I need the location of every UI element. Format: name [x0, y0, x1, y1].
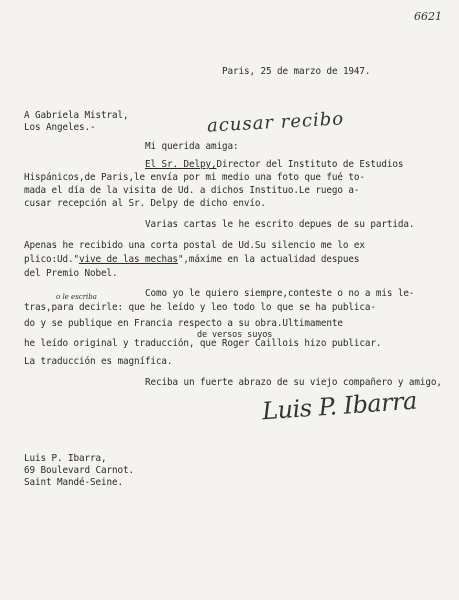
paragraph1-line3: mada el día de la visita de Ud. a dichos Instituo.Le ruego a-	[24, 185, 360, 196]
sender-name: Luis P. Ibarra,	[24, 453, 107, 464]
mechas-underlined: vive de las mechas	[78, 254, 178, 265]
delpy-underlined: El Sr. Delpy,	[145, 159, 217, 170]
handwritten-note: acusar recibo	[206, 108, 345, 137]
paragraph3-line3: del Premio Nobel.	[24, 268, 118, 279]
sender-city: Saint Mandé-Seine.	[24, 477, 123, 488]
sender-street: 69 Boulevard Carnot.	[24, 465, 134, 476]
archive-number: 6621	[414, 10, 442, 23]
paragraph1-line1	[145, 159, 403, 171]
paragraph4-line1: Como yo le quiero siempre,conteste o no a mis le-	[145, 288, 415, 299]
greeting: Mi querida amiga:	[145, 141, 239, 152]
recipient-name: A Gabriela Mistral,	[24, 110, 129, 121]
recipient-city: Los Angeles.-	[24, 122, 96, 133]
handwritten-insert: o le escriba	[56, 293, 97, 301]
paragraph1-line4: cusar recepción al Sr. Delpy de dicho envío.	[24, 198, 266, 209]
date-line: Paris, 25 de marzo de 1947.	[222, 66, 371, 77]
signature: Luis P. Ibarra	[261, 386, 418, 426]
paragraph3-line1: Apenas he recibido una corta postal de Ud.Su silencio me lo ex	[24, 240, 365, 251]
paragraph3-line2	[24, 254, 359, 266]
closing: Reciba un fuerte abrazo de su viejo compañero y amigo,	[145, 377, 442, 388]
p3-prefix: plico:Ud."	[24, 254, 79, 265]
paragraph4-insert: de versos suyos	[197, 330, 273, 340]
paragraph1-line2: Hispánicos,de Paris,le envía por mi medio una foto que fué to-	[24, 172, 365, 183]
paragraph4-line5: La traducción es magnífica.	[24, 356, 173, 367]
paragraph2: Varias cartas le he escrito depues de su partida.	[145, 219, 415, 230]
paragraph4-line3: do y se publique en Francia respecto a su obra.Ultimamente	[24, 318, 343, 329]
p3-suffix: ",máxime en la actualidad despues	[177, 254, 360, 265]
paragraph4-line2: tras,para decirle: que he leído y leo todo lo que se ha publica-	[24, 302, 376, 313]
paragraph4-line4: he leído original y traducción, que Roger Caillois hizo publicar.	[24, 338, 382, 349]
paragraph1-line1-rest: Director del Instituto de Estudios	[216, 159, 404, 170]
